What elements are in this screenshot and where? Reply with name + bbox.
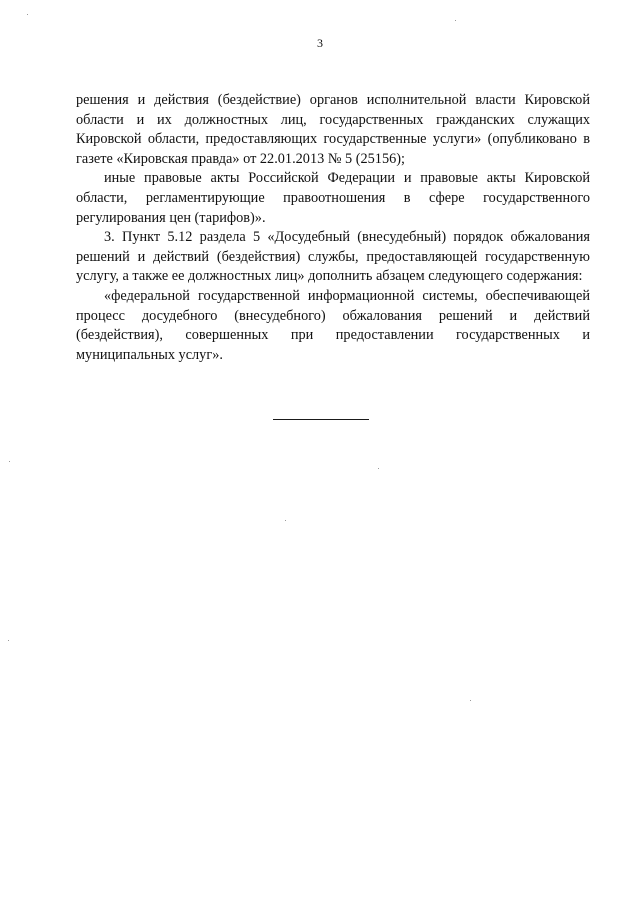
paragraph-continuation: решения и действия (бездействие) органов исполнительной власти Кировской области и их должностных лиц, государственных гражданских служащих Кировской области, предоставляющих государственные услуги» (опубликовано в газете «Кировская правда» от 22.01.2013 № 5 (25156);	[76, 92, 590, 167]
scan-speck	[455, 20, 456, 21]
scan-speck	[285, 520, 286, 521]
paragraph-other-acts: иные правовые акты Российской Федерации и правовые акты Кировской области, регламентирующие правоотношения в сфере государственного регулирования цен (тарифов)».	[76, 170, 590, 226]
scan-speck	[27, 14, 28, 15]
document-body	[76, 91, 590, 365]
paragraph-item-3: 3. Пункт 5.12 раздела 5 «Досудебный (внесудебный) порядок обжалования решений и действий (бездействия) службы, предоставляющей государственную услугу, а также ее должностных лиц» дополнить абзацем следующего содержания:	[76, 229, 590, 285]
page-number: 3	[317, 36, 323, 50]
end-separator-line	[273, 419, 369, 420]
scan-speck	[9, 461, 10, 462]
scan-speck	[378, 468, 379, 469]
paragraph-quoted-addition: «федеральной государственной информационной системы, обеспечивающей процесс досудебного (внесудебного) обжалования решений и действий (бездействия), совершенных при предоставлении государственных и муниципальных услуг».	[76, 287, 590, 363]
scan-speck	[470, 700, 471, 701]
scan-speck	[8, 640, 9, 641]
